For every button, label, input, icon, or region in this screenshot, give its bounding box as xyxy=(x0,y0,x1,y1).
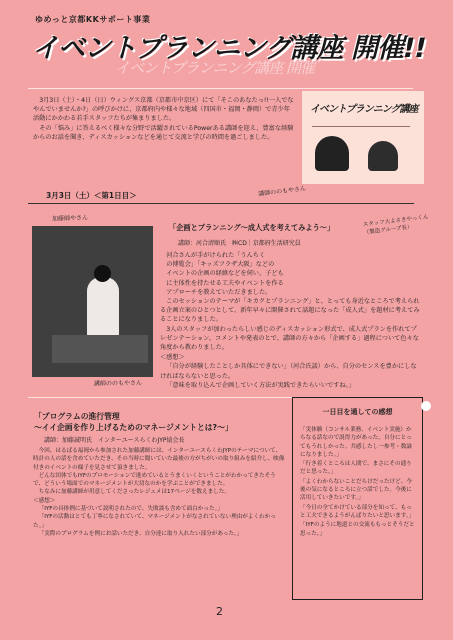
main-title: イベントプランニング講座 開催!! xyxy=(32,33,426,64)
lecture-table xyxy=(52,335,148,363)
impressions-box-item-4: 「今日の全てかけている部分を知って、もっと工夫できるようがんばりたいと思います。」 xyxy=(300,504,415,519)
day1-speaker: 講師：河合清順氏 ㈱CD｜京都府生活研究員 xyxy=(178,240,301,247)
caption-left-photo: 加藤師やさん xyxy=(51,214,89,223)
caption-top-right-2: スタッフ大よさきやっくん（製造グループ長） xyxy=(362,214,429,237)
lecturer-head xyxy=(94,265,111,282)
section2-body-line-2: どんな団体でもIYFのプロモーションで進めているとうまくいくということがわかってきたそうで、どういう場面でのマネージメントが大切なのかを学ぶことができました。 xyxy=(33,472,276,488)
impressions-box-item-1: 「実体験（コンサル業務、イベント実施）からなる話なので説得力があった。自分にとってもうれしかった。共感したし一参考・数論になりました。」 xyxy=(300,427,412,458)
day1-body-line-2: の博覧会」「キッズフラザ大阪」などの xyxy=(166,261,275,269)
section2-impression-2: 「IYFの活動はとても丁寧になされていて、マネージメントがなされていない理由がよくわかった。」 xyxy=(33,514,276,529)
day1-header xyxy=(28,187,414,204)
section2-impression-1: 「IYFの具体例に基づいて説明されたので、失敗談も含めて面白かった。」 xyxy=(38,506,223,513)
section2-impressions-label: ＜感想＞ xyxy=(33,497,56,504)
flyer-title: イベントプランニング講座 xyxy=(310,104,418,115)
section2-title xyxy=(34,411,284,433)
day1-impressions-label: ＜感想＞ xyxy=(160,354,185,362)
day1-body xyxy=(160,251,422,390)
caption-bottom-left: 講師ののもやさん xyxy=(93,379,143,388)
title-reflection: イベントプランニング講座 開催 xyxy=(115,59,315,77)
section2-title-line-1: 「プログラムの進行管理 xyxy=(34,412,120,421)
flyer-line xyxy=(312,126,410,127)
day1-talk-title: 「企画とプランニング～成人式を考えてみよう～」 xyxy=(169,223,335,232)
day1-date-label: 3月3日（土）＜第1日目＞ xyxy=(46,190,137,200)
intro-paragraph-1: 3月3日（土）・4日（日）ウィングス京都（京都市中京区）にて「そこのあなたっ!!一人でなやんでいませんか?」の呼びかけに、京都府内や様々な地域（四国市・福岡・静岡）で青少年活動にかかわる若手スタッフたちが集まりました。 xyxy=(33,97,294,123)
day1-body-line-3: イベントの企画の経緯などを伺い、子ども xyxy=(166,270,284,278)
section2-impression-3: 「実際のプログラムを例にお話いただき、自分達に取り入れたい部分があった。」 xyxy=(38,530,243,537)
section2-body-line-3: ちなみに加藤講師が用意してくださったレジュメは17ページを数えました。 xyxy=(38,489,230,496)
impressions-box-title: 一日目を通しての感想 xyxy=(322,408,393,416)
day1-body-line-4: に主体性を持たせる工夫やイベントを作る xyxy=(166,279,284,287)
impressions-box-item-5: 「IYFのように地道との交流ももっとそうだと思った。」 xyxy=(300,522,415,537)
day1-impression-2: 「意味を取り込んで企画していく方法が実践できたらいいですね。」 xyxy=(166,381,355,389)
caption-top-right: 講師ののもやさん xyxy=(257,185,307,198)
day1-body-line-6: このセッションのテーマが「キカクとプランニング」と、とっても身近なところで考えられる企画立案のひとつとして、新年早々に開催されて話題になった「成人式」を題材に考えてみることになりました。 xyxy=(160,298,420,324)
impressions-box-list xyxy=(300,426,416,539)
intro-text xyxy=(33,96,295,142)
section2-body xyxy=(33,447,285,538)
page-number: 2 xyxy=(216,605,223,618)
lecturer-photo xyxy=(32,226,153,377)
day1-body-line-1: 河合さんが手がけられた「うんちく xyxy=(166,252,266,259)
day1-body-line-5: アプローチを教えていただきました。 xyxy=(166,288,272,296)
impressions-box-item-2: 「行き着くところは人間で、まさにその通りだと思った。」 xyxy=(300,461,412,476)
lecturer-figure xyxy=(87,277,119,339)
speaker-silhouette-left xyxy=(315,136,349,171)
section2-body-line-1: 今回、はるばる福岡から参加された加藤講師には、インターユースらくわJYPのテーマについて、時計の人の話を含めていただき、その当時に聞いていた最後の方がちがいの取り組みを紹介し、映像付きのイベントの様子を見させて頂きました。 xyxy=(33,448,285,471)
day1-impression-1: 「自分が経験したことしか具体にできない」（河合氏談）から、自分のセンスを豊かにしなければならないと思った。 xyxy=(160,363,417,380)
impressions-box-item-3: 「よくわからないことだらけだったけど、今後の気になるところに立つ話でした。今後に活用していきたいです。」 xyxy=(300,478,412,502)
impressions-box xyxy=(292,397,423,600)
day1-body-line-7: 3人のスタッフが加わったらしい感じのディスカッション形式で、成人式プランを作れてプレゼンテーション、コメントや発表のとで、講師の方々から「企画する」過程について色々な角度から教わりました。 xyxy=(160,325,419,352)
section2-speaker: 講師：加藤誠明氏 インターユースらくわJYP協会長 xyxy=(44,437,185,444)
event-flyer-photo xyxy=(302,91,424,184)
section2-title-line-2: ～イイ企画を作り上げるためのマネージメントとは?～」 xyxy=(34,423,233,432)
intro-paragraph-2: その「悩み」に答えるべく様々な分野で活躍されているPowerある講師を迎え、豊富な経験からのお話を聞き、ディスカッションなどを通じて交流と学びの時間を過ごしました。 xyxy=(33,124,294,141)
speaker-silhouette-right xyxy=(368,141,398,171)
organization-label: ゆめっと京都KKサポート事業 xyxy=(35,15,151,24)
punch-hole xyxy=(421,401,431,411)
top-divider xyxy=(28,88,413,89)
